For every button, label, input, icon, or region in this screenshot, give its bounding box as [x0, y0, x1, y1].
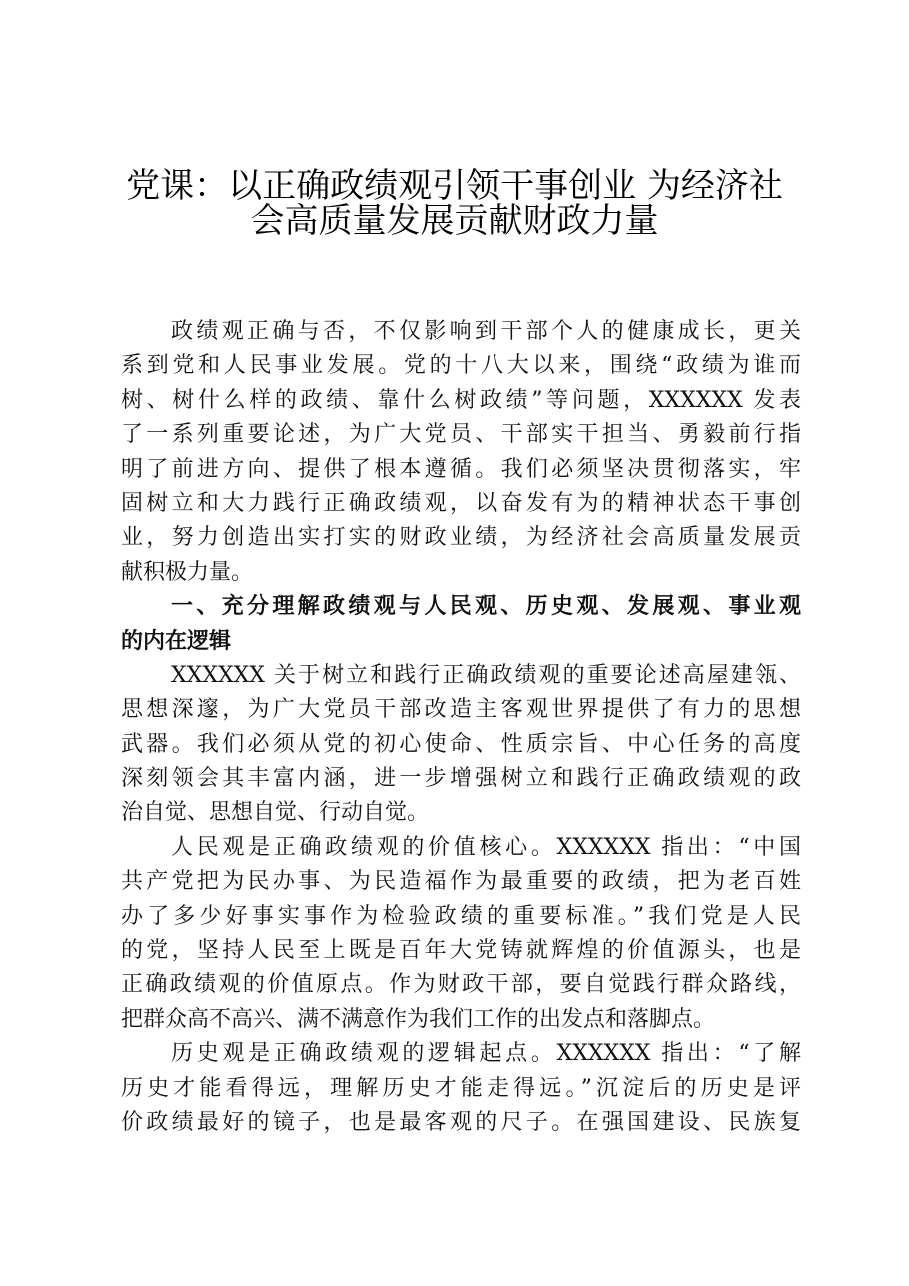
paragraph-line: 深刻领会其丰富内涵，进一步增强树立和践行正确政绩观的政: [121, 766, 801, 792]
paragraph-line: 办了多少好事实事作为检验政绩的重要标准。”我们党是人民: [121, 903, 801, 929]
paragraph-line: 历史观是正确政绩观的逻辑起点。XXXXXX 指出：“了解: [171, 1041, 801, 1067]
paragraph-line: 明了前进方向、提供了根本遵循。我们必须坚决贯彻落实，牢: [121, 456, 801, 482]
paragraph-line: 价政绩最好的镜子，也是最客观的尺子。在强国建设、民族复: [121, 1109, 801, 1135]
paragraph-line: 树、树什么样的政绩、靠什么树政绩”等问题，XXXXXX 发表: [121, 387, 801, 413]
paragraph-line: 业，努力创造出实打实的财政业绩，为经济社会高质量发展贡: [121, 525, 801, 551]
paragraph-line: 人民观是正确政绩观的价值核心。XXXXXX 指出：“中国: [171, 834, 801, 860]
document-body: [121, 315, 801, 1140]
paragraph-line: XXXXXX 关于树立和践行正确政绩观的重要论述高屋建瓴、: [171, 662, 801, 688]
paragraph-line: 的党，坚持人民至上既是百年大党铸就辉煌的价值源头，也是: [121, 938, 801, 964]
paragraph-line: 正确政绩观的价值原点。作为财政干部，要自觉践行群众路线，: [121, 972, 801, 998]
paragraph-line: 武器。我们必须从党的初心使命、性质宗旨、中心任务的高度: [121, 731, 801, 757]
paragraph-line: 共产党把为民办事、为民造福作为最重要的政绩，把为老百姓: [121, 869, 801, 895]
document-title-line-1: 党课：以正确政绩观引领干事创业 为经济社: [126, 166, 783, 206]
paragraph-line: 政绩观正确与否，不仅影响到干部个人的健康成长，更关: [171, 319, 801, 344]
paragraph-line: 固树立和大力践行正确政绩观，以奋发有为的精神状态干事创: [121, 490, 801, 516]
paragraph-line: 历史才能看得远，理解历史才能走得远。”沉淀后的历史是评: [121, 1075, 801, 1101]
document-title-line-2: 会高质量发展贡献财政力量: [250, 201, 659, 241]
section-heading-line: 的内在逻辑: [121, 628, 232, 654]
paragraph-line: 把群众高不高兴、满不满意作为我们工作的出发点和落脚点。: [121, 1006, 716, 1032]
section-heading-line: 一、充分理解政绩观与人民观、历史观、发展观、事业观: [171, 594, 801, 620]
paragraph-line: 治自觉、思想自觉、行动自觉。: [121, 800, 430, 826]
paragraph-line: 献积极力量。: [121, 559, 254, 585]
paragraph-line: 系到党和人民事业发展。党的十八大以来，围绕“政绩为谁而: [121, 353, 801, 379]
paragraph-line: 了一系列重要论述，为广大党员、干部实干担当、勇毅前行指: [121, 422, 801, 448]
paragraph-line: 思想深邃，为广大党员干部改造主客观世界提供了有力的思想: [121, 697, 801, 723]
